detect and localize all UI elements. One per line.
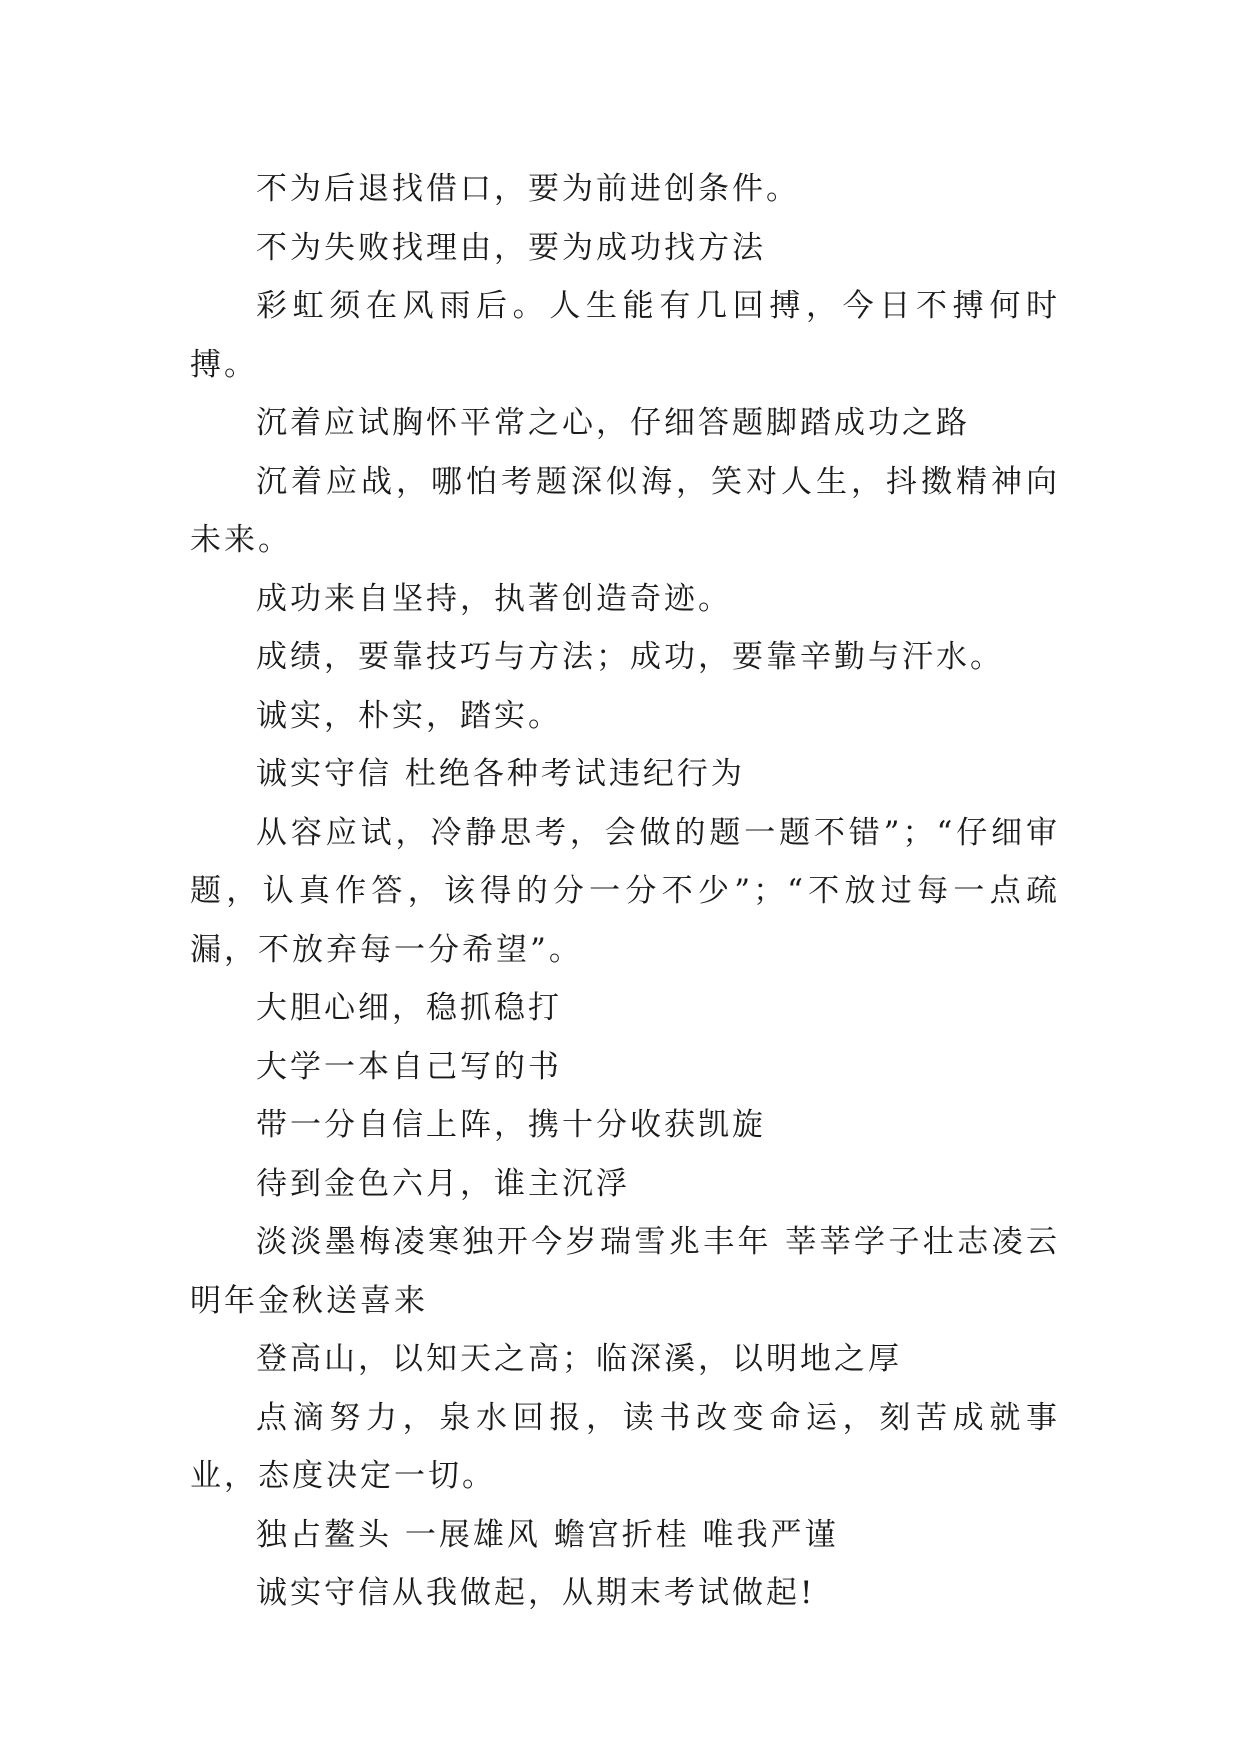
document-body — [190, 160, 1060, 1623]
paragraph: 不为后退找借口，要为前进创条件。 — [256, 171, 800, 207]
paragraph: 成绩，要靠技巧与方法；成功，要靠辛勤与汗水。 — [256, 639, 1004, 675]
paragraph: 不为失败找理由，要为成功找方法 — [256, 229, 766, 266]
paragraph: 诚实守信 杜绝各种考试违纪行为 — [256, 756, 745, 792]
paragraph: 成功来自坚持，执著创造奇迹。 — [256, 580, 732, 617]
paragraph: 从容应试，冷静思考，会做的题一题不错”；“仔细审题，认真作答，该得的分一分不少”；“不放过每一点疏漏，不放弃每一分希望”。 — [190, 814, 1060, 968]
paragraph: 大胆心细，稳抓稳打 — [256, 990, 562, 1026]
paragraph: 彩虹须在风雨后。人生能有几回搏，今日不搏何时搏。 — [190, 288, 1060, 383]
paragraph: 沉着应战，哪怕考题深似海，笑对人生，抖擞精神向未来。 — [190, 463, 1060, 558]
paragraph: 带一分自信上阵，携十分收获凯旋 — [256, 1107, 766, 1143]
paragraph: 登高山，以知天之高；临深溪，以明地之厚 — [256, 1341, 902, 1377]
paragraph: 淡淡墨梅凌寒独开今岁瑞雪兆丰年 莘莘学子壮志凌云明年金秋送喜来 — [190, 1224, 1060, 1319]
paragraph: 诚实，朴实，踏实。 — [256, 697, 562, 734]
paragraph: 点滴努力，泉水回报，读书改变命运，刻苦成就事业，态度决定一切。 — [190, 1399, 1060, 1494]
paragraph: 诚实守信从我做起，从期末考试做起! — [256, 1575, 816, 1611]
paragraph: 独占鳌头 一展雄风 蟾宫折桂 唯我严谨 — [256, 1516, 839, 1553]
paragraph: 待到金色六月，谁主沉浮 — [256, 1165, 630, 1202]
paragraph: 沉着应试胸怀平常之心，仔细答题脚踏成功之路 — [256, 405, 970, 441]
paragraph: 大学一本自己写的书 — [256, 1048, 562, 1085]
